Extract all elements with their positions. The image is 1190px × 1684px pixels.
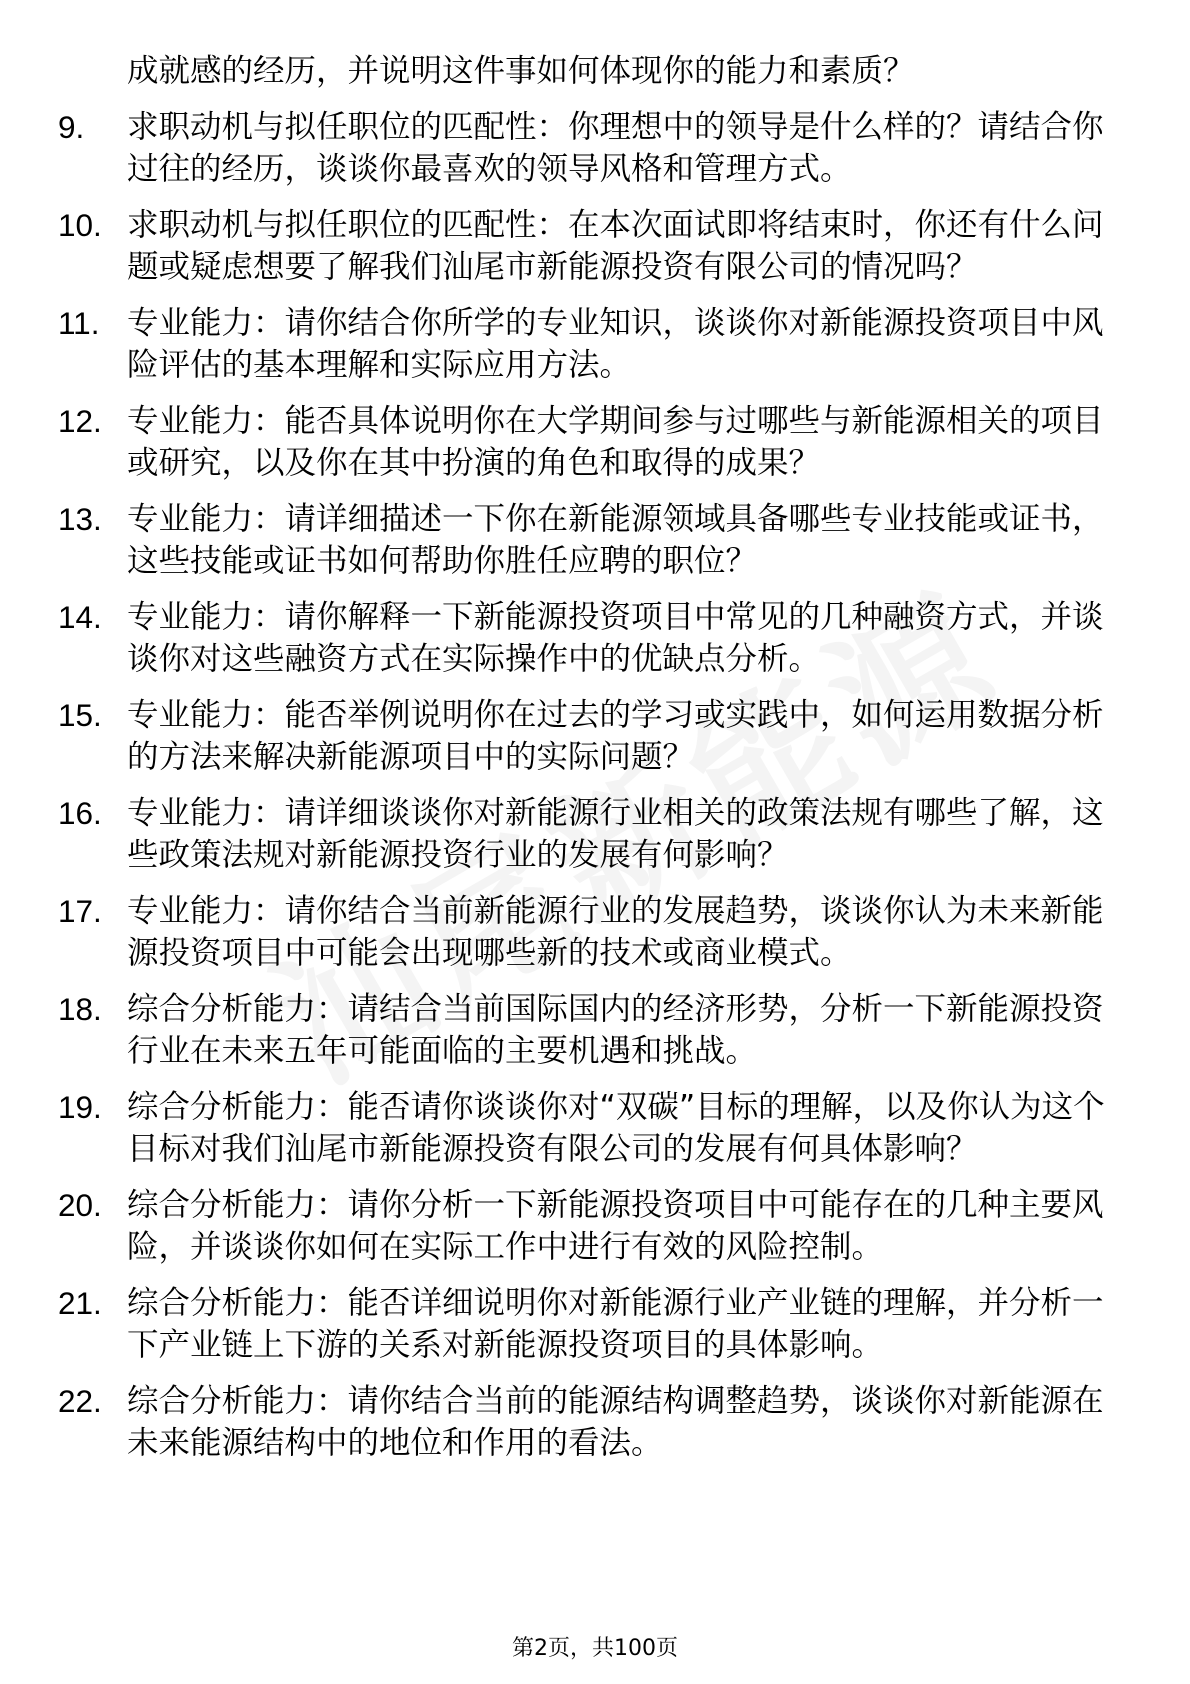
question-number: 20. bbox=[58, 1187, 102, 1223]
question-item bbox=[0, 1282, 1107, 1366]
question-number: 9. bbox=[58, 109, 85, 145]
question-number: 11. bbox=[58, 305, 100, 341]
question-text: 专业能力：请你结合你所学的专业知识，谈谈你对新能源投资项目中风险评估的基本理解和实际应用方法。 bbox=[127, 305, 1104, 383]
question-text: 专业能力：请你解释一下新能源投资项目中常见的几种融资方式，并谈谈你对这些融资方式在实际操作中的优缺点分析。 bbox=[127, 599, 1104, 677]
question-number: 13. bbox=[58, 501, 102, 537]
question-item bbox=[0, 400, 1107, 484]
question-number: 12. bbox=[58, 403, 102, 439]
page-footer: 第2页，共100页 bbox=[512, 1636, 678, 1661]
question-text: 求职动机与拟任职位的匹配性：你理想中的领导是什么样的？请结合你过往的经历，谈谈你最喜欢的领导风格和管理方式。 bbox=[127, 109, 1104, 187]
question-number: 15. bbox=[58, 697, 102, 733]
question-list bbox=[0, 50, 1190, 1478]
question-number: 10. bbox=[58, 207, 102, 243]
question-number: 17. bbox=[58, 893, 102, 929]
question-text: 专业能力：请详细描述一下你在新能源领域具备哪些专业技能或证书，这些技能或证书如何帮助你胜任应聘的职位？ bbox=[127, 501, 1104, 579]
question-item bbox=[0, 988, 1107, 1072]
question-text: 专业能力：能否举例说明你在过去的学习或实践中，如何运用数据分析的方法来解决新能源项目中的实际问题？ bbox=[127, 697, 1104, 775]
question-number: 22. bbox=[58, 1383, 102, 1419]
question-text: 综合分析能力：请结合当前国际国内的经济形势，分析一下新能源投资行业在未来五年可能面临的主要机遇和挑战。 bbox=[127, 991, 1104, 1069]
question-item bbox=[0, 1086, 1107, 1170]
lead-paragraph: 成就感的经历，并说明这件事如何体现你的能力和素质？ bbox=[127, 53, 915, 89]
question-item bbox=[0, 792, 1107, 876]
question-item bbox=[0, 1184, 1107, 1268]
question-number: 21. bbox=[58, 1285, 102, 1321]
question-number: 14. bbox=[58, 599, 102, 635]
question-text: 求职动机与拟任职位的匹配性：在本次面试即将结束时，你还有什么问题或疑虑想要了解我们汕尾市新能源投资有限公司的情况吗？ bbox=[127, 207, 1104, 285]
question-item bbox=[0, 1380, 1107, 1464]
question-item bbox=[0, 694, 1107, 778]
question-number: 16. bbox=[58, 795, 102, 831]
question-item bbox=[0, 106, 1107, 190]
question-item bbox=[0, 498, 1107, 582]
question-number: 19. bbox=[58, 1089, 102, 1125]
question-item bbox=[0, 890, 1107, 974]
question-text: 综合分析能力：能否请你谈谈你对“双碳”目标的理解，以及你认为这个目标对我们汕尾市新能源投资有限公司的发展有何具体影响？ bbox=[127, 1089, 1105, 1167]
question-item bbox=[0, 204, 1107, 288]
question-text: 综合分析能力：请你结合当前的能源结构调整趋势，谈谈你对新能源在未来能源结构中的地位和作用的看法。 bbox=[127, 1383, 1104, 1461]
question-item bbox=[0, 302, 1107, 386]
question-number: 18. bbox=[58, 991, 102, 1027]
question-text: 专业能力：请你结合当前新能源行业的发展趋势，谈谈你认为未来新能源投资项目中可能会出现哪些新的技术或商业模式。 bbox=[127, 893, 1104, 971]
question-text: 综合分析能力：能否详细说明你对新能源行业产业链的理解，并分析一下产业链上下游的关系对新能源投资项目的具体影响。 bbox=[127, 1285, 1104, 1363]
question-text: 专业能力：请详细谈谈你对新能源行业相关的政策法规有哪些了解，这些政策法规对新能源投资行业的发展有何影响？ bbox=[127, 795, 1104, 873]
question-text: 综合分析能力：请你分析一下新能源投资项目中可能存在的几种主要风险，并谈谈你如何在实际工作中进行有效的风险控制。 bbox=[127, 1187, 1104, 1265]
question-item bbox=[0, 596, 1107, 680]
question-text: 专业能力：能否具体说明你在大学期间参与过哪些与新能源相关的项目或研究，以及你在其中扮演的角色和取得的成果？ bbox=[127, 403, 1104, 481]
